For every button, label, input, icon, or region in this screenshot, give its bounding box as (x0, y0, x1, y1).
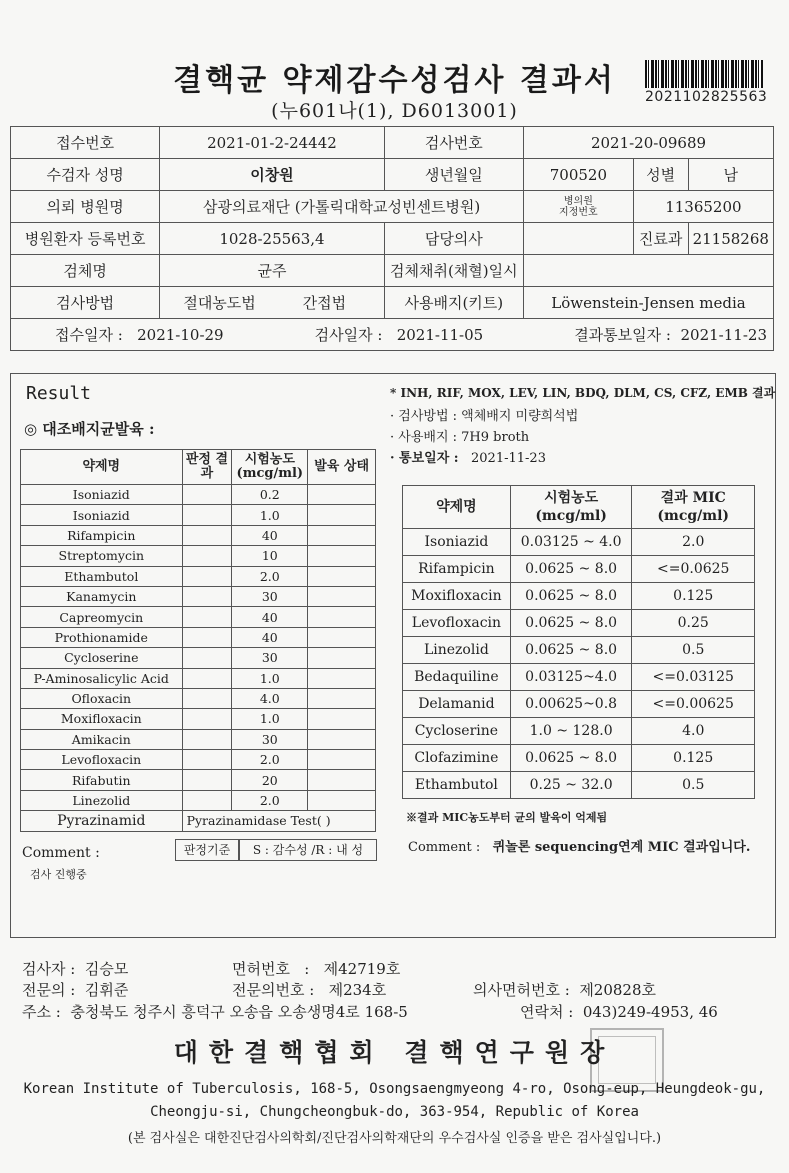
test-concentration: 2.0 (232, 566, 308, 586)
test-concentration: 40 (232, 525, 308, 545)
patient-info-table (10, 126, 774, 351)
address-text: 충청북도 청주시 흥덕구 오송읍 오송생명4로 168-5 (70, 1003, 408, 1021)
footer-specialist-no (232, 979, 386, 1000)
drug-name: Prothionamide (21, 627, 183, 647)
test-concentration: 4.0 (232, 688, 308, 708)
table-row (21, 790, 376, 810)
patient-name: 이창원 (160, 159, 384, 191)
drug-name: Rifampicin (403, 556, 511, 583)
growth-status (308, 709, 376, 729)
drug-name: Cycloserine (21, 648, 183, 668)
column-header: 결과 MIC (mcg/ml) (632, 486, 755, 529)
drug-name: Moxifloxacin (21, 709, 183, 729)
table-row (403, 664, 755, 691)
growth-status (308, 750, 376, 770)
mic-table (402, 485, 755, 799)
license-number: 제42719호 (323, 960, 401, 978)
footer-label: 전문의 : (22, 981, 76, 999)
info-label: 담당의사 (384, 223, 523, 255)
column-header: 약제명 (21, 450, 183, 485)
department: 21158268 (688, 223, 773, 255)
growth-status (308, 607, 376, 627)
footer-tester (22, 958, 128, 979)
mic-note-drugs: * INH, RIF, MOX, LEV, LIN, BDQ, DLM, CS, CFZ, EMB 결과 (390, 386, 776, 400)
table-row (403, 772, 755, 799)
test-concentration: 1.0 (232, 709, 308, 729)
table-row (403, 529, 755, 556)
drug-name: Levofloxacin (21, 750, 183, 770)
test-concentration: 2.0 (232, 750, 308, 770)
certification-note: (본 검사실은 대한진단검사의학회/진단검사의학재단의 우수검사실 인증을 받은 검사실입니다.) (127, 1131, 662, 1146)
received-date-value: 2021-10-29 (137, 326, 224, 344)
test-range: 0.0625 ~ 8.0 (510, 583, 632, 610)
method-absolute: 절대농도법 (183, 294, 256, 312)
mic-result: 2.0 (632, 529, 755, 556)
test-range: 0.0625 ~ 8.0 (510, 637, 632, 664)
table-row (403, 610, 755, 637)
mic-comment (408, 836, 750, 855)
info-label: 병의원 (563, 195, 593, 207)
table-row (21, 485, 376, 505)
mic-comment-label: Comment : (408, 840, 481, 855)
table-row (21, 688, 376, 708)
report-subtitle: (누601나(1), D6013001) (271, 100, 518, 122)
mic-result: <=0.03125 (632, 664, 755, 691)
drug-name: Linezolid (403, 637, 511, 664)
mic-result: <=0.00625 (632, 691, 755, 718)
test-concentration: 0.2 (232, 485, 308, 505)
susceptibility-table (20, 449, 376, 832)
table-row (21, 586, 376, 606)
info-label: 검체채취(채혈)일시 (384, 255, 523, 287)
test-number: 2021-20-09689 (524, 127, 774, 159)
patient-registration-number: 1028-25563,4 (160, 223, 384, 255)
test-concentration: 1.0 (232, 505, 308, 525)
judgement-result (182, 790, 232, 810)
judgement-result (182, 668, 232, 688)
method-indirect: 간접법 (302, 294, 347, 312)
table-row (21, 566, 376, 586)
judgement-result (182, 505, 232, 525)
judgement-result (182, 546, 232, 566)
growth-status (308, 566, 376, 586)
drug-name: Isoniazid (21, 485, 183, 505)
growth-status (308, 790, 376, 810)
drug-name: Ethambutol (403, 772, 511, 799)
test-range: 0.0625 ~ 8.0 (510, 556, 632, 583)
footer-label: 검사자 : (22, 960, 76, 978)
growth-status (308, 648, 376, 668)
legend-text: S : 감수성 /R : 내 성 (239, 839, 377, 861)
judgement-result (182, 627, 232, 647)
table-row (403, 718, 755, 745)
hospital-code-label (524, 191, 634, 223)
judgement-result (182, 688, 232, 708)
table-row (21, 607, 376, 627)
info-label: 사용배지(키트) (384, 287, 523, 319)
judgement-result (182, 566, 232, 586)
growth-status (308, 586, 376, 606)
column-header: 발육 상태 (308, 450, 376, 485)
drug-name: Rifabutin (21, 770, 183, 790)
drug-name: Isoniazid (403, 529, 511, 556)
table-row (403, 583, 755, 610)
table-row (403, 691, 755, 718)
specimen-name: 균주 (160, 255, 384, 287)
hospital-code: 11365200 (633, 191, 773, 223)
info-label: 접수일자 : (55, 326, 123, 344)
growth-status (308, 485, 376, 505)
institution-name: 대한결핵협회 결핵연구원장 (173, 1038, 616, 1067)
test-range: 0.0625 ~ 8.0 (510, 745, 632, 772)
drug-name: Cycloserine (403, 718, 511, 745)
contact-number: 043)249-4953, 46 (582, 1003, 718, 1021)
test-range: 1.0 ~ 128.0 (510, 718, 632, 745)
footer-label: 면허번호 (232, 960, 290, 978)
footer-label: 의사면허번호 : (473, 981, 570, 999)
test-concentration: 20 (232, 770, 308, 790)
tested-date (315, 324, 484, 345)
table-row (21, 709, 376, 729)
info-label: 진료과 (633, 223, 688, 255)
growth-status (308, 770, 376, 790)
test-concentration: 10 (232, 546, 308, 566)
test-range: 0.03125~4.0 (510, 664, 632, 691)
doctor-name (524, 223, 634, 255)
table-row (21, 770, 376, 790)
table-row (21, 750, 376, 770)
footer-specialist (22, 979, 128, 1000)
mic-result: 4.0 (632, 718, 755, 745)
table-row (403, 637, 755, 664)
info-label: 생년월일 (384, 159, 523, 191)
info-label: 검체명 (11, 255, 160, 287)
english-address-line1: Korean Institute of Tuberculosis, 168-5, Osongsaengmyeong 4-ro, Osong-eup, Heungdeok-gu, (23, 1081, 766, 1097)
info-label: 검사방법 (11, 287, 160, 319)
barcode-icon (645, 60, 763, 88)
reported-date-value: 2021-11-23 (680, 326, 767, 344)
info-label: 성별 (633, 159, 688, 191)
judgement-result (182, 648, 232, 668)
table-row (21, 668, 376, 688)
footer-address (22, 1001, 408, 1022)
table-row (403, 556, 755, 583)
drug-name: Capreomycin (21, 607, 183, 627)
info-label: 검사일자 : (314, 326, 383, 344)
drug-name: Delamanid (403, 691, 511, 718)
test-concentration: 30 (232, 729, 308, 749)
info-label: 결과통보일자 : (574, 326, 671, 344)
culture-medium: Löwenstein-Jensen media (524, 287, 774, 319)
drug-name: Moxifloxacin (403, 583, 511, 610)
sex-value: 남 (688, 159, 773, 191)
control-growth: ◎ 대조배지균발육 : (24, 420, 155, 438)
table-row (21, 505, 376, 525)
mic-result: 0.125 (632, 583, 755, 610)
drug-name: Amikacin (21, 729, 183, 749)
mic-note-report-date (390, 447, 546, 466)
tester-name: 김승모 (84, 960, 129, 978)
reported-date (574, 324, 767, 345)
tested-date-value: 2021-11-05 (396, 326, 484, 344)
judgement-result (182, 485, 232, 505)
pza-drug: Pyrazinamid (21, 811, 183, 831)
drug-name: Isoniazid (21, 505, 183, 525)
info-label: 의뢰 병원명 (11, 191, 160, 223)
mic-footnote: ※결과 MIC농도부터 균의 발육이 억제됨 (406, 811, 608, 824)
growth-status (308, 729, 376, 749)
growth-status (308, 688, 376, 708)
mic-comment-text: 퀴놀론 sequencing연계 MIC 결과입니다. (492, 840, 751, 855)
pza-test: Pyrazinamidase Test( ) (182, 811, 375, 831)
info-label: 접수번호 (11, 127, 160, 159)
table-row (21, 729, 376, 749)
footer-doctor-license (473, 979, 656, 1000)
test-range: 0.00625~0.8 (510, 691, 632, 718)
judgement-result (182, 709, 232, 729)
drug-name: P-Aminosalicylic Acid (21, 668, 183, 688)
column-header: 시험농도 (mcg/ml) (232, 450, 308, 485)
comment-label: Comment : (22, 845, 100, 861)
reception-number: 2021-01-2-24442 (160, 127, 384, 159)
barcode-number: 2021102825563 (645, 89, 768, 105)
column-header: 판정 결과 (182, 450, 232, 485)
mic-result: 0.125 (632, 745, 755, 772)
dates-row (11, 319, 774, 351)
growth-status (308, 668, 376, 688)
table-row (403, 745, 755, 772)
report-date-value: 2021-11-23 (471, 451, 546, 466)
judgement-result (182, 586, 232, 606)
table-row (21, 525, 376, 545)
report-title: 결핵균 약제감수성검사 결과서 (173, 63, 616, 98)
comment-text: 검사 진행중 (30, 868, 87, 881)
hospital-name: 삼광의료재단 (가톨릭대학교성빈센트병원) (160, 191, 524, 223)
table-row (21, 648, 376, 668)
test-concentration: 30 (232, 586, 308, 606)
drug-name: Rifampicin (21, 525, 183, 545)
test-range: 0.03125 ~ 4.0 (510, 529, 632, 556)
collection-datetime (524, 255, 774, 287)
footer-label: 연락처 : (520, 1003, 574, 1021)
judgement-result (182, 770, 232, 790)
column-header: 시험농도 (mcg/ml) (510, 486, 632, 529)
table-row (21, 627, 376, 647)
test-concentration: 1.0 (232, 668, 308, 688)
test-concentration: 2.0 (232, 790, 308, 810)
mic-note-method: · 검사방법 : 액체배지 미량희석법 (390, 409, 579, 424)
growth-status (308, 525, 376, 545)
judgement-result (182, 750, 232, 770)
info-label: 병원환자 등록번호 (11, 223, 160, 255)
footer-label: 전문의번호 : (232, 981, 315, 999)
birth-date: 700520 (524, 159, 634, 191)
growth-status (308, 546, 376, 566)
footer-contact (520, 1001, 718, 1022)
test-method (160, 287, 384, 319)
drug-name: Streptomycin (21, 546, 183, 566)
judgement-result (182, 525, 232, 545)
mic-note-medium: · 사용배지 : 7H9 broth (390, 430, 530, 445)
drug-name: Bedaquiline (403, 664, 511, 691)
received-date (55, 324, 224, 345)
drug-name: Levofloxacin (403, 610, 511, 637)
judgement-result (182, 729, 232, 749)
table-row (21, 546, 376, 566)
drug-name: Ethambutol (21, 566, 183, 586)
growth-status (308, 627, 376, 647)
specialist-name: 김휘준 (84, 981, 129, 999)
test-range: 0.0625 ~ 8.0 (510, 610, 632, 637)
report-date-label: · 통보일자 : (390, 451, 459, 466)
mic-result: 0.5 (632, 772, 755, 799)
doctor-license-number: 제20828호 (579, 981, 657, 999)
info-label: 검사번호 (384, 127, 523, 159)
specialist-number: 제234호 (328, 981, 387, 999)
drug-name: Linezolid (21, 790, 183, 810)
drug-name: Kanamycin (21, 586, 183, 606)
english-address-line2: Cheongju-si, Chungcheongbuk-do, 363-954, Republic of Korea (150, 1104, 639, 1120)
drug-name: Clofazimine (403, 745, 511, 772)
test-concentration: 30 (232, 648, 308, 668)
result-title: Result (26, 383, 92, 404)
test-concentration: 40 (232, 607, 308, 627)
test-concentration: 40 (232, 627, 308, 647)
info-label: 수검자 성명 (11, 159, 160, 191)
mic-result: 0.5 (632, 637, 755, 664)
footer-license: 면허번호 : 제42719호 (232, 960, 401, 978)
mic-result: 0.25 (632, 610, 755, 637)
info-label: 지정번호 (559, 206, 598, 218)
legend-label: 판정기준 (175, 839, 239, 861)
test-range: 0.25 ~ 32.0 (510, 772, 632, 799)
mic-result: <=0.0625 (632, 556, 755, 583)
drug-name: Ofloxacin (21, 688, 183, 708)
column-header: 약제명 (403, 486, 511, 529)
judgement-result (182, 607, 232, 627)
growth-status (308, 505, 376, 525)
footer-label: 주소 : (22, 1003, 61, 1021)
